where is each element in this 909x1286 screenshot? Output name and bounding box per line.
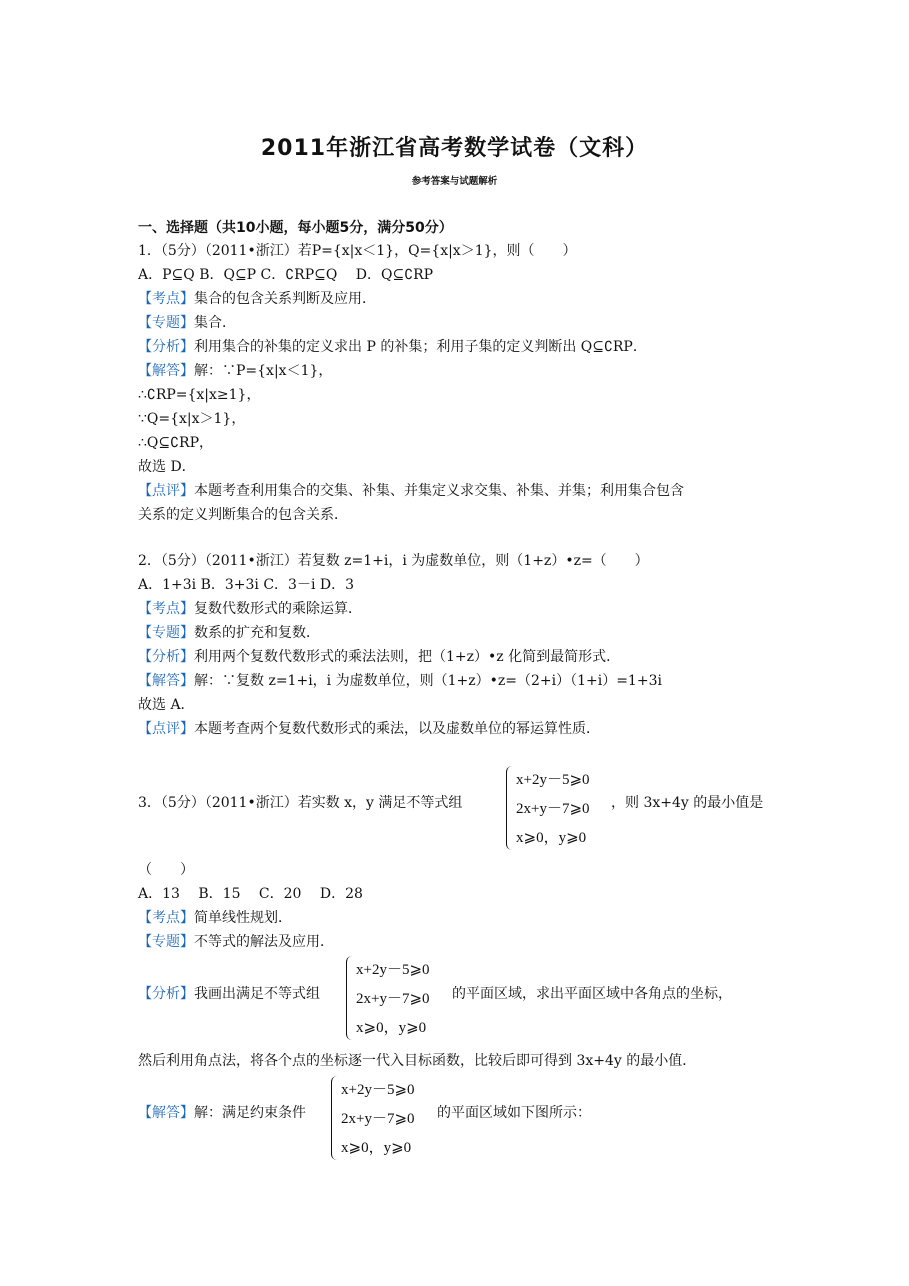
tag-label: 【分析】 xyxy=(138,339,194,355)
system-row: x+2y－5⩾0 xyxy=(341,1082,415,1098)
tag-label: 【点评】 xyxy=(138,721,194,737)
system-row: x+2y－5⩾0 xyxy=(356,962,430,978)
system-row: 2x+y－7⩾0 xyxy=(341,1111,415,1127)
q1-step: 故选 D． xyxy=(138,459,196,475)
tag-label: 【解答】 xyxy=(138,363,194,379)
q3-fenxi-after: 的平面区域，求出平面区域中各角点的坐标， xyxy=(452,986,732,1002)
inequality-system xyxy=(331,1076,439,1160)
q3-kaodian: 【考点】简单线性规划． xyxy=(138,910,292,926)
system-row: x⩾0，y⩾0 xyxy=(516,830,587,846)
q2-step: 故选 A． xyxy=(138,697,195,713)
tag-label: 【专题】 xyxy=(138,315,194,331)
q3-jieda: 【解答】解：满足约束条件 xyxy=(138,1105,306,1121)
brace-icon xyxy=(346,956,354,1040)
q1-options: A．P⊆Q B．Q⊆P C．∁RP⊆Q D．Q⊆∁RP xyxy=(138,267,434,283)
brace-icon xyxy=(506,766,514,850)
tag-label: 【考点】 xyxy=(138,291,194,307)
q1-kaodian: 【考点】集合的包含关系判断及应用． xyxy=(138,291,376,307)
tag-label: 【分析】 xyxy=(138,986,194,1002)
tag-label: 【专题】 xyxy=(138,625,194,641)
inequality-system xyxy=(506,766,626,850)
q1-fenxi: 【分析】利用集合的补集的定义求出 P 的补集；利用子集的定义判断出 Q⊆∁RP． xyxy=(138,339,647,355)
system-row: x⩾0，y⩾0 xyxy=(356,1020,427,1036)
inequality-system xyxy=(346,956,454,1040)
tag-label: 【点评】 xyxy=(138,483,194,499)
q2-jieda: 【解答】解：∵复数 z=1+i，i 为虚数单位，则（1+z）•z=（2+i）（1+i）=1+3i xyxy=(138,673,662,689)
q2-kaodian: 【考点】复数代数形式的乘除运算． xyxy=(138,601,362,617)
q1-stem: 1．（5分）（2011•浙江）若P={x|x＜1}，Q={x|x＞1}，则（ ） xyxy=(138,243,577,259)
page-subtitle: 参考答案与试题解析 xyxy=(411,176,498,187)
q3-paren: （ ） xyxy=(138,862,194,878)
q3-fenxi: 【分析】我画出满足不等式组 xyxy=(138,986,320,1002)
q1-jieda: 【解答】解：∵P={x|x＜1}， xyxy=(138,363,333,379)
q2-zhuanti: 【专题】数系的扩充和复数． xyxy=(138,625,320,641)
tag-label: 【解答】 xyxy=(138,1105,194,1121)
q3-fenxi-cont: 然后利用角点法，将各个点的坐标逐一代入目标函数，比较后即可得到 3x+4y 的最小值． xyxy=(138,1053,697,1069)
q1-zhuanti: 【专题】集合． xyxy=(138,315,236,331)
q3-stem-after: ，则 3x+4y 的最小值是 xyxy=(611,795,764,811)
q2-dianping: 【点评】本题考查两个复数代数形式的乘法，以及虚数单位的幂运算性质． xyxy=(138,721,600,737)
q1-dianping: 【点评】本题考查利用集合的交集、补集、并集定义求交集、补集、并集；利用集合包含 xyxy=(138,483,684,499)
q2-stem: 2．（5分）（2011•浙江）若复数 z=1+i，i 为虚数单位，则（1+z）•z=（ ） xyxy=(138,553,649,569)
q3-stem-before: 3．（5分）（2011•浙江）若实数 x，y 满足不等式组 xyxy=(138,795,463,811)
tag-label: 【专题】 xyxy=(138,934,194,950)
system-row: 2x+y－7⩾0 xyxy=(516,801,590,817)
q3-options: A．13 B．15 C．20 D．28 xyxy=(138,886,363,902)
tag-label: 【考点】 xyxy=(138,601,194,617)
q1-step: ∴∁RP={x|x≥1}， xyxy=(138,387,261,403)
q3-zhuanti: 【专题】不等式的解法及应用． xyxy=(138,934,334,950)
system-row: 2x+y－7⩾0 xyxy=(356,991,430,1007)
tag-label: 【分析】 xyxy=(138,649,194,665)
q1-step: ∴Q⊆∁RP， xyxy=(138,435,213,451)
page-title: 2011年浙江省高考数学试卷（文科） xyxy=(260,136,649,161)
system-row: x+2y－5⩾0 xyxy=(516,772,590,788)
q1-step: ∵Q={x|x＞1}， xyxy=(138,411,246,427)
system-row: x⩾0，y⩾0 xyxy=(341,1140,412,1156)
q3-jieda-after: 的平面区域如下图所示： xyxy=(437,1105,591,1121)
q2-options: A．1+3i B．3+3i C．3－i D．3 xyxy=(138,577,355,593)
section-heading: 一、选择题（共10小题，每小题5分，满分50分） xyxy=(138,220,453,236)
tag-label: 【解答】 xyxy=(138,673,194,689)
tag-label: 【考点】 xyxy=(138,910,194,926)
q2-fenxi: 【分析】利用两个复数代数形式的乘法法则，把（1+z）•z 化简到最简形式． xyxy=(138,649,621,665)
q1-dianping-cont: 关系的定义判断集合的包含关系． xyxy=(138,507,348,523)
brace-icon xyxy=(331,1076,339,1160)
